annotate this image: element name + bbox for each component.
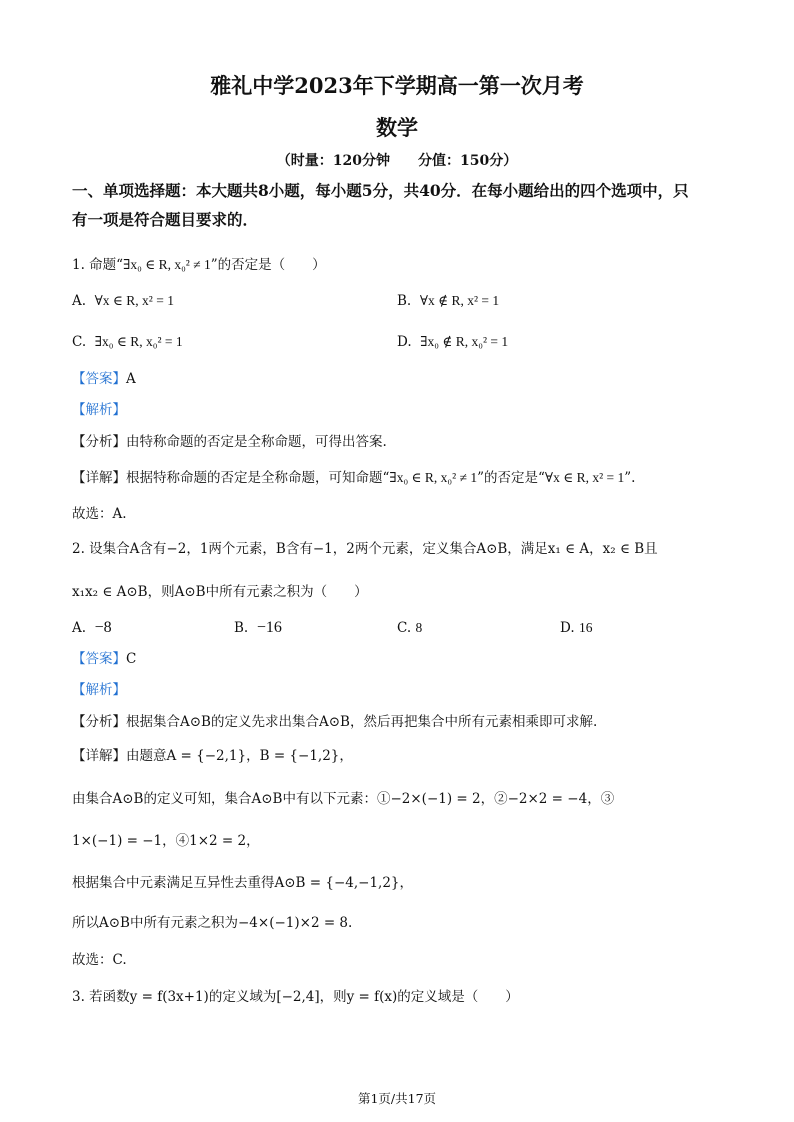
- section-heading-line1: 一、单项选择题：本大题共8小题，每小题5分，共40分．在每小题给出的四个选项中，只: [72, 181, 689, 200]
- page-footer: 第1页/共17页: [357, 1091, 437, 1106]
- q2-detail-line-b: 1×(−1) = −1，④1×2 = 2，: [72, 833, 260, 849]
- q1-analysis-heading: 【解析】: [72, 402, 126, 418]
- q1-answer: 【答案】A: [72, 371, 136, 387]
- q1-option-b: B. ∀x ∉ R, x² = 1: [397, 293, 500, 309]
- q1-option-a: A. ∀x ∈ R, x² = 1: [72, 293, 174, 309]
- section-heading-line2: 有一项是符合题目要求的．: [72, 210, 259, 229]
- q1-detail: 【详解】根据特称命题的否定是全称命题，可知命题“∃x₀ ∈ R, x₀² ≠ 1”的否定是“∀x ∈ R, x² = 1”.: [72, 470, 636, 486]
- q1-fenxi: 【分析】由特称命题的否定是全称命题，可得出答案.: [72, 434, 387, 450]
- subject-title: 数学: [376, 115, 418, 140]
- exam-info: （时量：120分钟 分值：150分）: [276, 153, 518, 169]
- q1-stem: 1. 命题“∃x₀ ∈ R, x₀² ≠ 1”的否定是（ ）: [72, 257, 326, 273]
- q1-conclusion: 故选：A.: [72, 506, 127, 522]
- q2-fenxi: 【分析】根据集合A⊙B的定义先求出集合A⊙B，然后再把集合中所有元素相乘即可求解.: [72, 714, 598, 730]
- q2-option-b: B. −16: [234, 619, 282, 636]
- q1-option-d: D. ∃x₀ ∉ R, x₀² = 1: [397, 334, 509, 350]
- q2-option-c: C. 8: [397, 620, 423, 636]
- q2-detail-line-c: 根据集合中元素满足互异性去重得A⊙B = {−4,−1,2}，: [72, 875, 414, 891]
- exam-title: 雅礼中学2023年下学期高一第一次月考: [210, 73, 584, 98]
- answer-tag: 【答案】: [72, 651, 126, 667]
- q2-option-a: A. −8: [72, 619, 112, 636]
- answer-tag: 【答案】: [72, 371, 126, 387]
- q2-conclusion: 故选：C.: [72, 952, 127, 968]
- q2-detail-line-a: 由集合A⊙B的定义可知，集合A⊙B中有以下元素：①−2×(−1) = 2，②−2×2 = −4，③: [72, 791, 615, 807]
- q2-detail: 【详解】由题意A = {−2,1}，B = {−1,2}，: [72, 748, 353, 764]
- q2-stem-line2: x₁x₂ ∈ A⊙B，则A⊙B中所有元素之积为（ ）: [72, 584, 368, 600]
- q1-stem-math: ∃x₀ ∈ R, x₀² ≠ 1: [123, 257, 211, 272]
- q2-stem-line1: 2. 设集合A含有−2，1两个元素，B含有−1，2两个元素，定义集合A⊙B，满足x₁ ∈ A，x₂ ∈ B且: [72, 541, 658, 557]
- q1-option-c: C. ∃x₀ ∈ R, x₀² = 1: [72, 334, 183, 350]
- q2-answer: 【答案】C: [72, 651, 137, 667]
- q2-option-d: D. 16: [560, 620, 593, 636]
- q3-stem: 3. 若函数y = f(3x+1)的定义域为[−2,4]，则y = f(x)的定义域是（ ）: [72, 989, 519, 1005]
- q2-detail-line-d: 所以A⊙B中所有元素之积为−4×(−1)×2 = 8.: [72, 915, 353, 931]
- q2-analysis-heading: 【解析】: [72, 682, 126, 698]
